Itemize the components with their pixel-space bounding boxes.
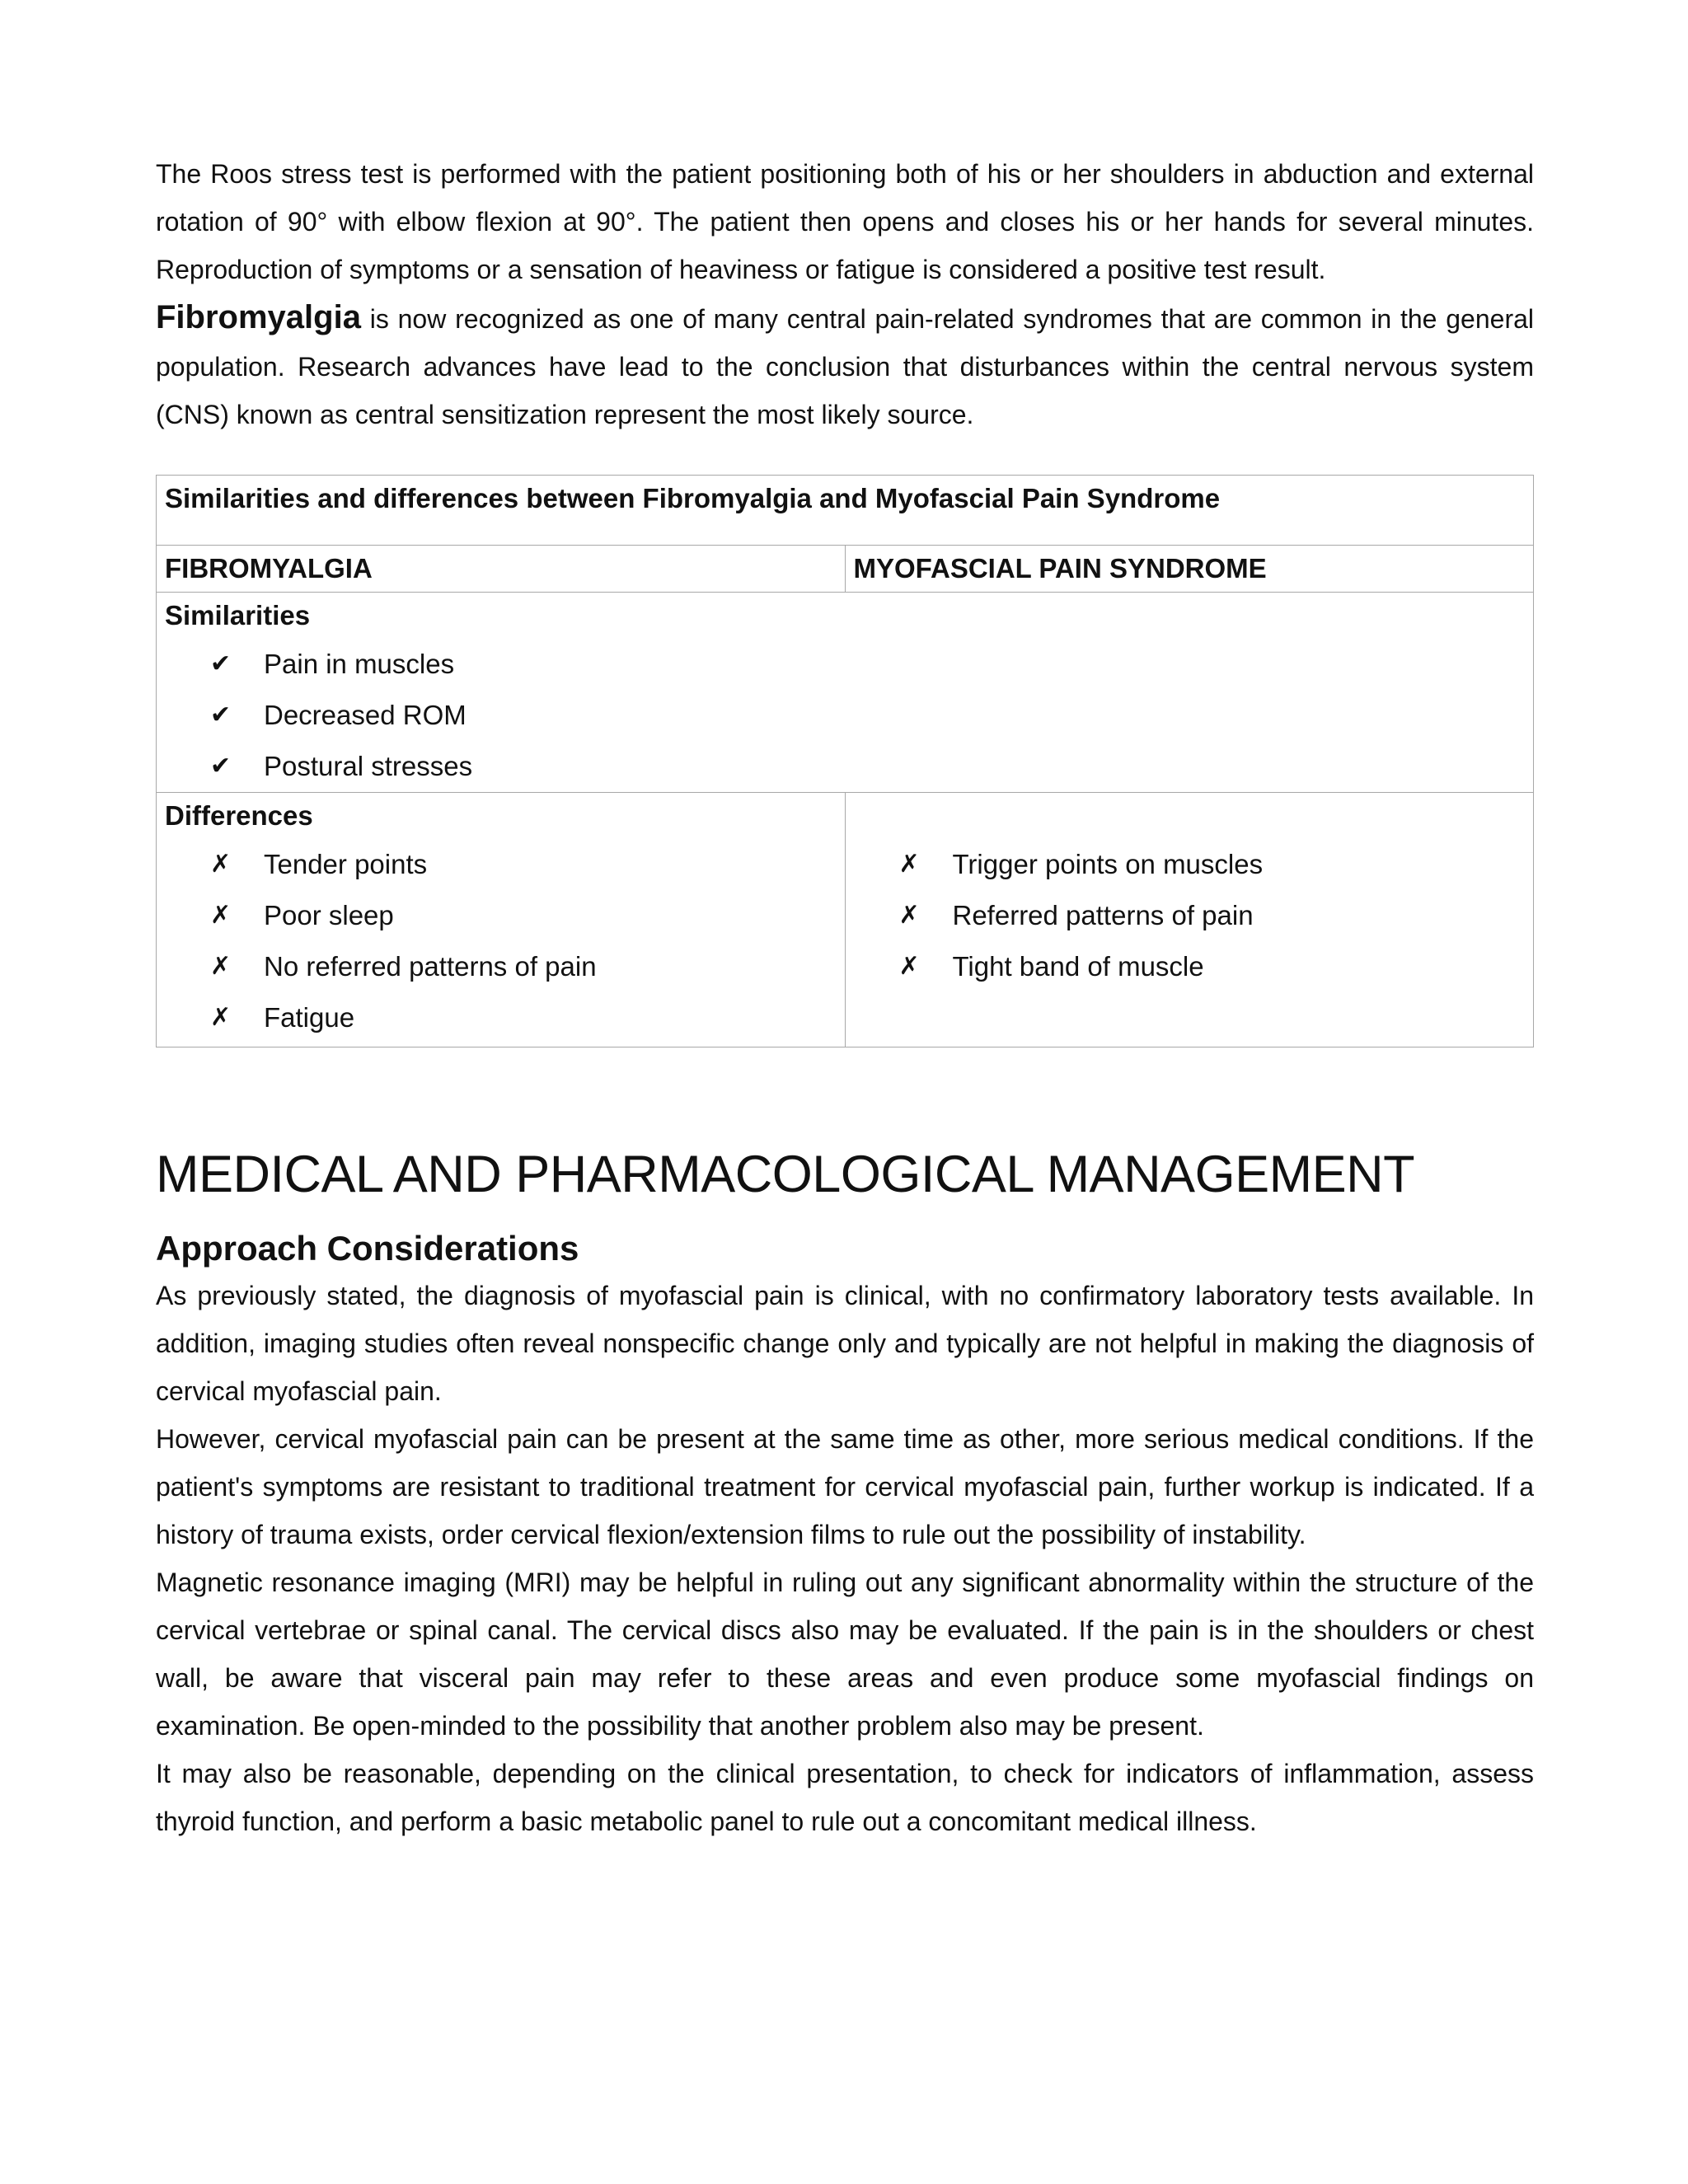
list-item: ✗ Poor sleep (165, 890, 837, 941)
cross-icon: ✗ (898, 902, 920, 929)
roos-test-paragraph: The Roos stress test is performed with the patient positioning both of his or her shoulders in abduction and external rotation of 90° with elbow flexion at 90°. The patient then opens and closes his or her hands for several minutes. Reproduction of symptoms or a sensation of heaviness or fatigue is considered a positive test result. (156, 159, 1534, 284)
table-title: Similarities and differences between Fibromyalgia and Myofascial Pain Syndrome (157, 476, 1534, 546)
list-item: ✗ Fatigue (165, 992, 837, 1043)
similarities-list (165, 639, 1525, 792)
list-item: ✗ Tight band of muscle (854, 941, 1526, 992)
check-icon: ✔ (210, 752, 232, 780)
approach-paragraph-3: Magnetic resonance imaging (MRI) may be helpful in ruling out any significant abnormality within the structure of the cervical vertebrae or spinal canal. The cervical discs also may be evaluated. If the pain is in the shoulders or chest wall, be aware that visceral pain may refer to these areas and even produce some myofascial findings on examination. Be open-minded to the possibility that another problem also may be present. (156, 1568, 1534, 1741)
approach-paragraph-4: It may also be reasonable, depending on the clinical presentation, to check for indicators of inflammation, assess thyroid function, and perform a basic metabolic panel to rule out a concomitant medical illness. (156, 1759, 1534, 1836)
similarities-cell (157, 593, 1534, 793)
differences-myofascial-list (854, 839, 1526, 992)
document-page (156, 150, 1534, 1845)
check-icon: ✔ (210, 701, 232, 729)
cross-icon: ✗ (210, 953, 232, 980)
list-item: ✗ Referred patterns of pain (854, 890, 1526, 941)
cross-icon: ✗ (210, 902, 232, 929)
differences-fibromyalgia-list (165, 839, 837, 1043)
differences-fibromyalgia-cell (157, 793, 846, 1047)
fibromyalgia-text: is now recognized as one of many central pain-related syndromes that are common in the general population. Research advances have lead to the conclusion that disturbances within the central nervous system (CNS) known as central sensitization represent the most likely source. (156, 304, 1534, 429)
approach-paragraph-1: As previously stated, the diagnosis of myofascial pain is clinical, with no confirmatory laboratory tests available. In addition, imaging studies often reveal nonspecific change only and typically are not helpful in making the diagnosis of cervical myofascial pain. (156, 1281, 1534, 1406)
fibromyalgia-paragraph (156, 293, 1534, 438)
fibromyalgia-term: Fibromyalgia (156, 299, 361, 335)
cross-icon: ✗ (898, 953, 920, 980)
list-item: ✔ Pain in muscles (165, 639, 1525, 690)
list-item: ✗ No referred patterns of pain (165, 941, 837, 992)
comparison-table (156, 475, 1534, 1047)
cross-icon: ✗ (210, 1004, 232, 1031)
cross-icon: ✗ (210, 851, 232, 878)
cross-icon: ✗ (898, 851, 920, 878)
column-header-fibromyalgia: FIBROMYALGIA (157, 546, 846, 593)
list-item: ✗ Trigger points on muscles (854, 839, 1526, 890)
list-item: ✔ Decreased ROM (165, 690, 1525, 741)
section-heading: MEDICAL AND PHARMACOLOGICAL MANAGEMENT (156, 1146, 1415, 1203)
differences-myofascial-cell (845, 793, 1534, 1047)
list-item: ✔ Postural stresses (165, 741, 1525, 792)
subsection-heading: Approach Considerations (156, 1229, 579, 1268)
similarities-label: Similarities (165, 600, 311, 630)
check-icon: ✔ (210, 650, 232, 677)
list-item: ✗ Tender points (165, 839, 837, 890)
approach-paragraph-2: However, cervical myofascial pain can be present at the same time as other, more serious medical conditions. If the patient's symptoms are resistant to traditional treatment for cervical myofascial pain, further workup is indicated. If a history of trauma exists, order cervical flexion/extension films to rule out the possibility of instability. (156, 1424, 1534, 1549)
differences-label: Differences (165, 800, 313, 831)
column-header-myofascial: MYOFASCIAL PAIN SYNDROME (845, 546, 1534, 593)
